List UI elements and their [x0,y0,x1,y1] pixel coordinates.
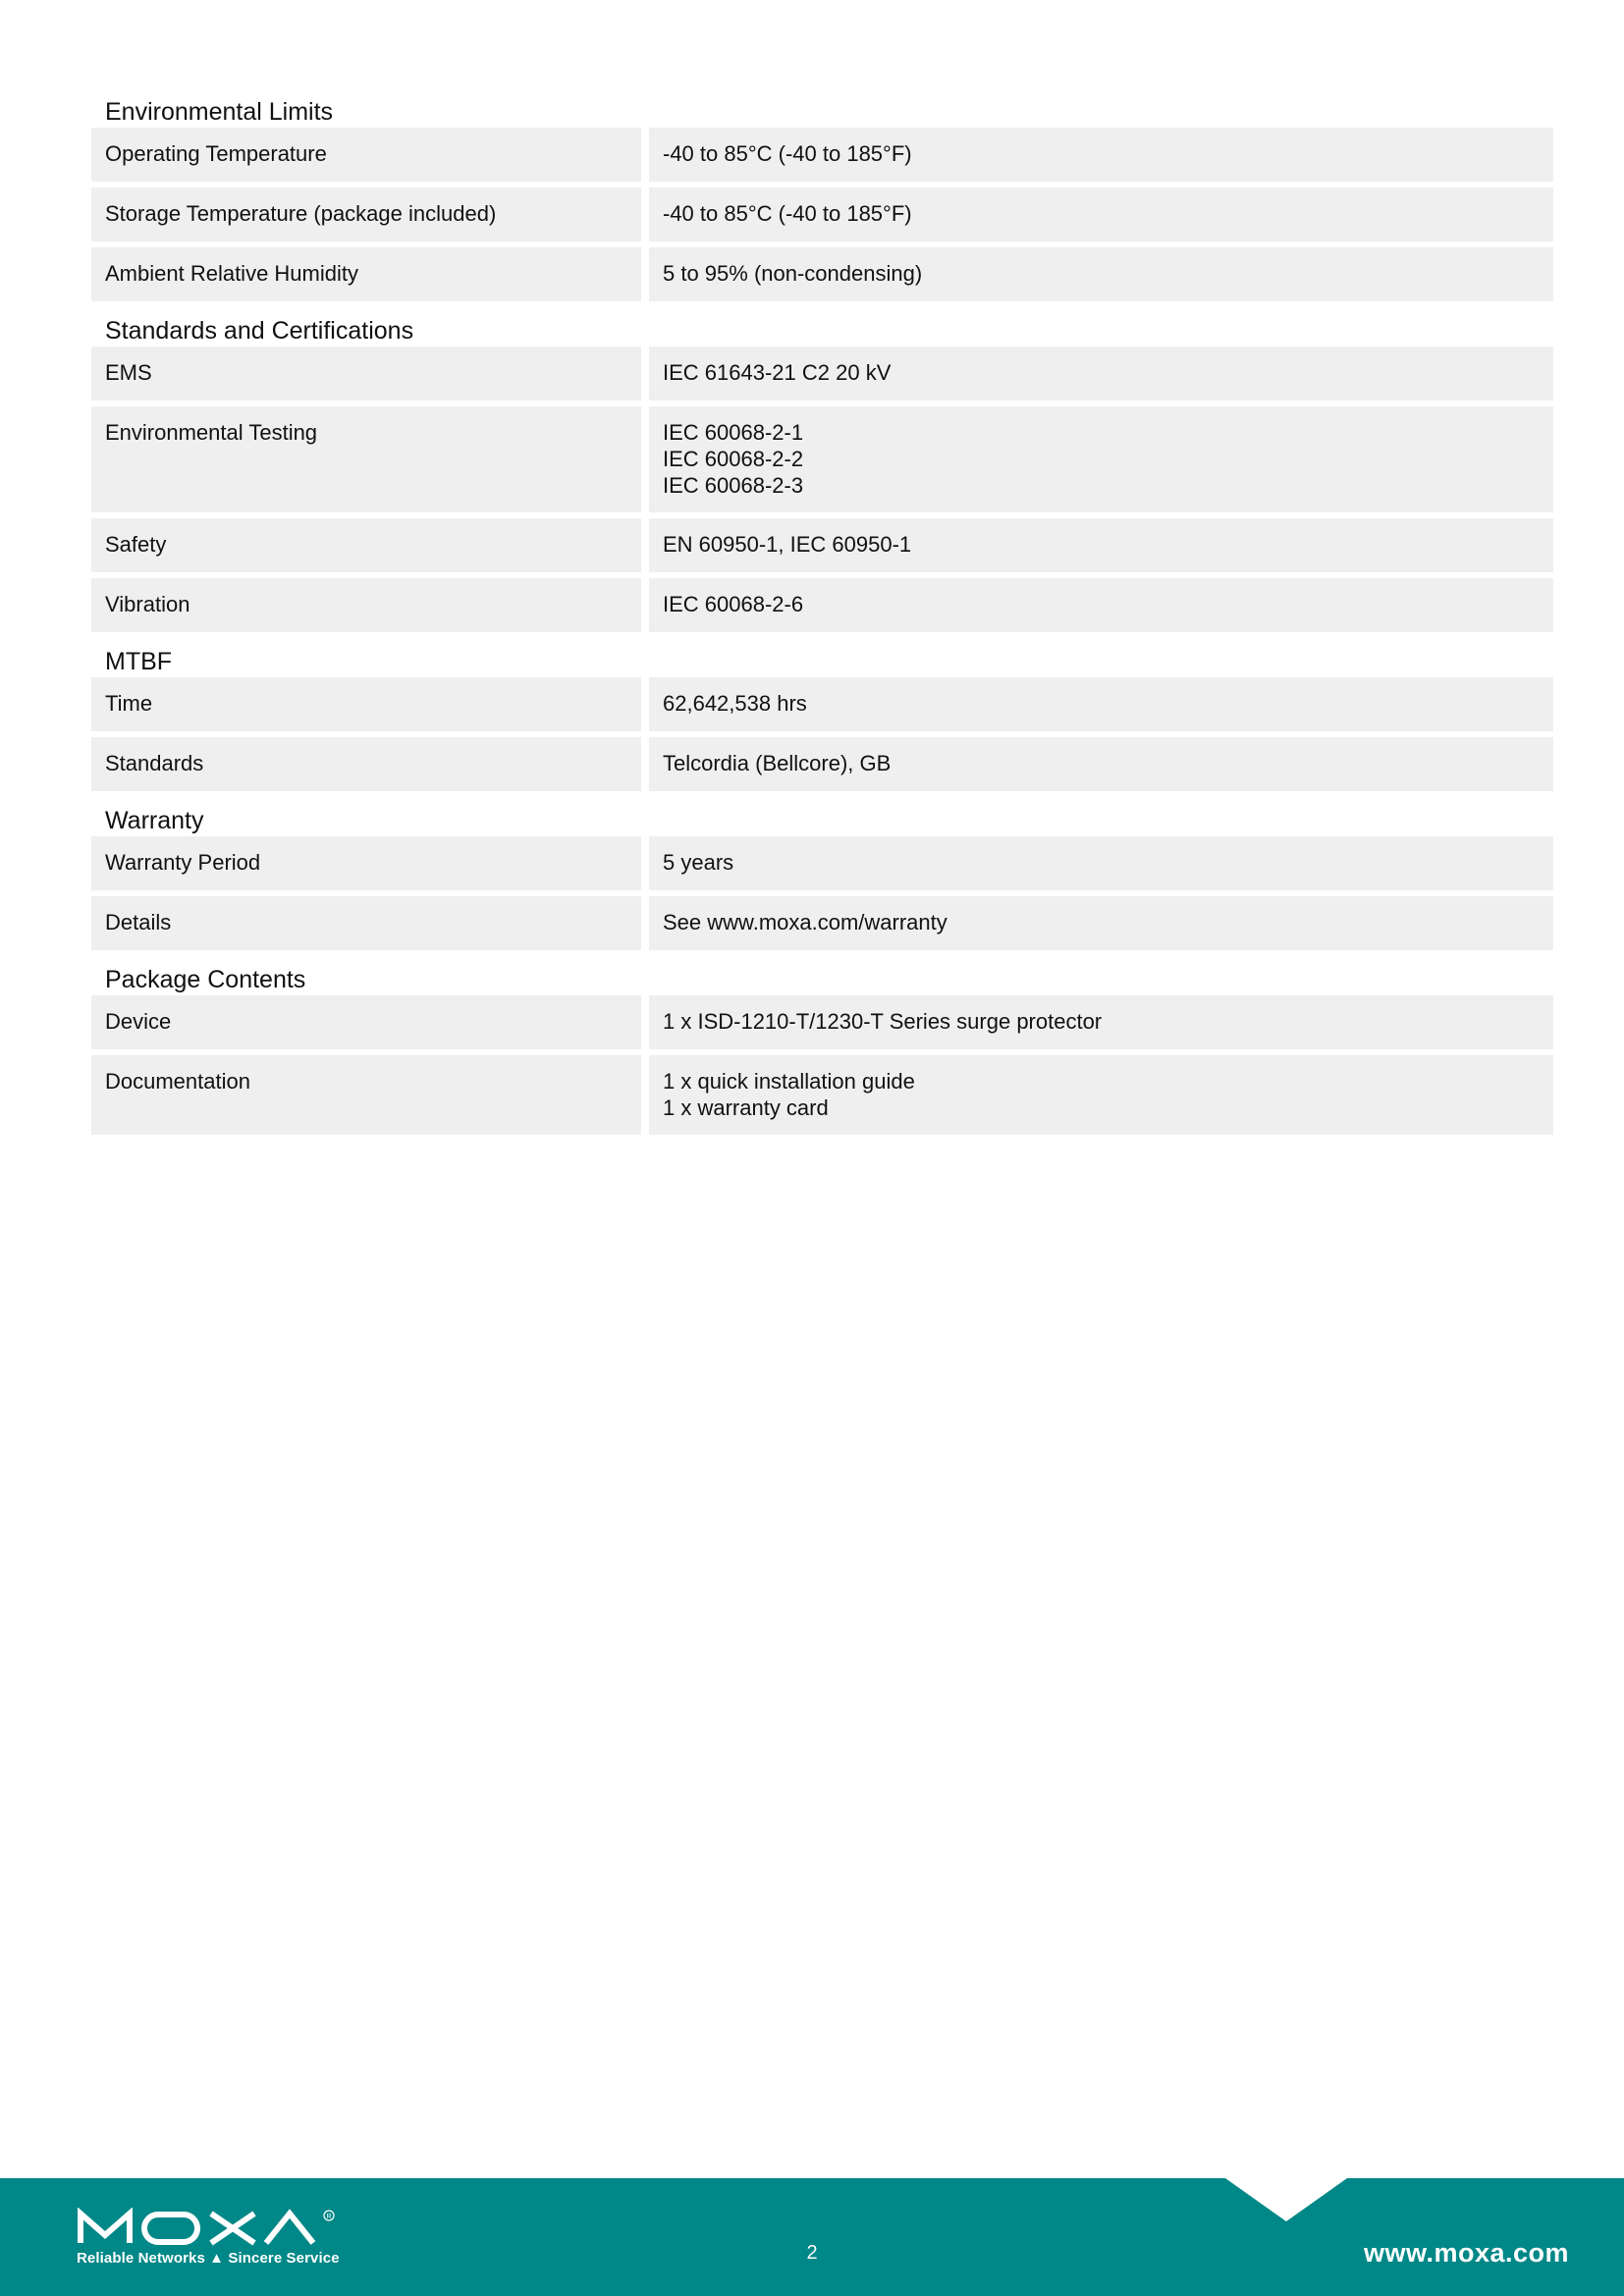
spec-row [91,578,1553,632]
spec-label: Safety [91,518,641,572]
spec-row [91,128,1553,182]
spec-value [649,578,1553,632]
spec-table [91,995,1553,1135]
page-number: 2 [806,2242,818,2264]
spec-table [91,836,1553,950]
spec-value [649,518,1553,572]
spec-row [91,677,1553,731]
spec-label: Ambient Relative Humidity [91,247,641,301]
spec-row [91,836,1553,890]
spec-label: Vibration [91,578,641,632]
spec-value-line: 1 x quick installation guide [663,1069,915,1094]
spec-label: Details [91,896,641,950]
spec-section [91,93,1553,301]
spec-table [91,347,1553,632]
spec-label: Environmental Testing [91,406,641,512]
spec-content [91,93,1553,1135]
spec-section [91,961,1553,1135]
footer-notch [1225,2178,1347,2221]
spec-value-line: -40 to 85°C (-40 to 185°F) [663,201,912,226]
spec-value-line: 5 years [663,850,734,875]
section-title: Warranty [105,807,204,834]
spec-section [91,643,1553,791]
spec-value-line: IEC 60068-2-3 [663,473,804,498]
spec-label: Documentation [91,1055,641,1135]
spec-row [91,187,1553,241]
spec-value [649,406,1553,512]
spec-row [91,896,1553,950]
spec-value-line: IEC 60068-2-2 [663,447,804,471]
moxa-logo [76,2208,351,2249]
spec-value [649,836,1553,890]
section-title: Environmental Limits [105,98,334,126]
spec-value-line: IEC 60068-2-1 [663,420,804,445]
spec-value [649,896,1553,950]
spec-row [91,737,1553,791]
section-title: Standards and Certifications [105,317,414,345]
spec-section [91,312,1553,632]
spec-value-line: -40 to 85°C (-40 to 185°F) [663,141,912,166]
spec-value [649,995,1553,1049]
spec-row [91,1055,1553,1135]
svg-text:R: R [326,2214,332,2220]
spec-value [649,128,1553,182]
spec-section [91,802,1553,950]
spec-value [649,247,1553,301]
spec-value-line: Telcordia (Bellcore), GB [663,751,892,775]
spec-label: EMS [91,347,641,400]
spec-label: Time [91,677,641,731]
spec-value [649,737,1553,791]
spec-value [649,187,1553,241]
spec-row [91,406,1553,512]
spec-label: Standards [91,737,641,791]
section-title: Package Contents [105,966,306,993]
spec-label: Storage Temperature (package included) [91,187,641,241]
spec-value-line: 1 x ISD-1210-T/1230-T Series surge protector [663,1009,1103,1034]
spec-row [91,518,1553,572]
spec-value [649,677,1553,731]
spec-table [91,128,1553,301]
section-title: MTBF [105,648,173,675]
spec-table [91,677,1553,791]
spec-value-line: See www.moxa.com/warranty [663,910,947,934]
spec-label: Device [91,995,641,1049]
spec-row [91,995,1553,1049]
footer-tagline: Reliable Networks ▲ Sincere Service [77,2250,340,2267]
spec-value-line: 1 x warranty card [663,1095,829,1120]
spec-value [649,1055,1553,1135]
spec-value-line: IEC 60068-2-6 [663,592,804,616]
spec-value-line: IEC 61643-21 C2 20 kV [663,360,892,385]
spec-value-line: EN 60950-1, IEC 60950-1 [663,532,912,557]
footer-website[interactable]: www.moxa.com [1363,2238,1569,2268]
spec-value [649,347,1553,400]
spec-label: Operating Temperature [91,128,641,182]
spec-value-line: 5 to 95% (non-condensing) [663,261,923,286]
spec-label: Warranty Period [91,836,641,890]
spec-value-line: 62,642,538 hrs [663,691,807,716]
spec-row [91,347,1553,400]
spec-row [91,247,1553,301]
